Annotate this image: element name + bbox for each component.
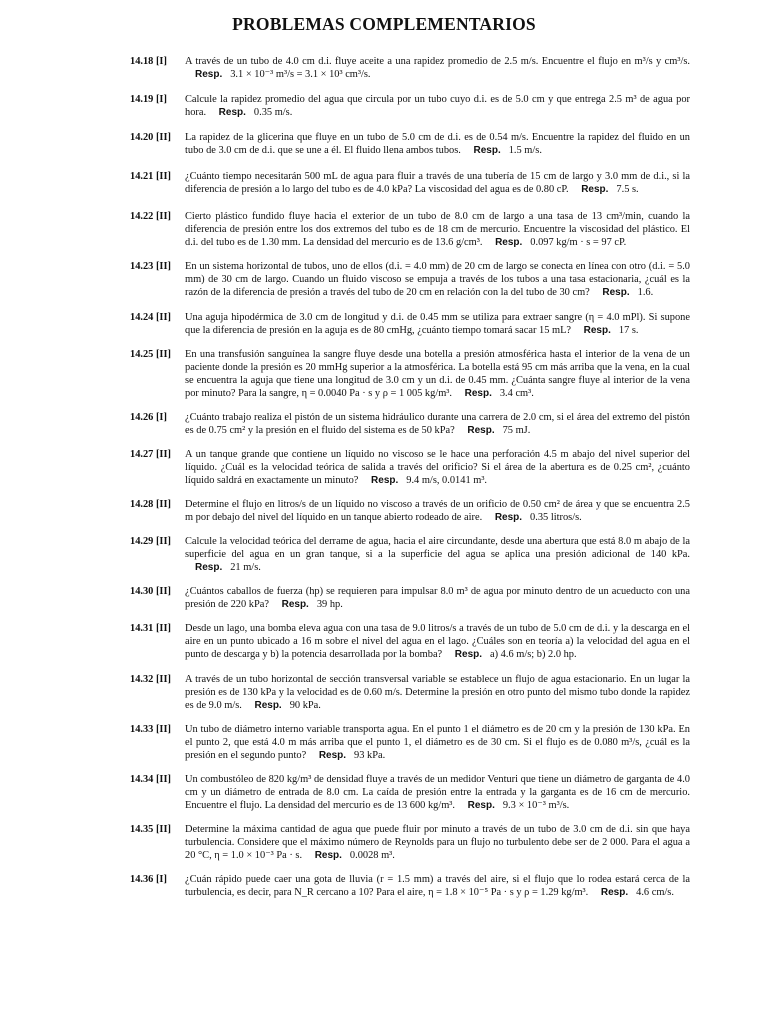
problem-number: 14.30 [II] — [130, 586, 171, 597]
problem-body — [185, 823, 690, 862]
problem-body — [185, 535, 690, 574]
answer-value: 9.3 × 10⁻³ m³/s. — [502, 800, 570, 811]
answer-value: 1.6. — [637, 287, 654, 298]
answer-value: 7.5 s. — [616, 184, 639, 195]
problem-body — [185, 93, 690, 119]
problem-item — [130, 823, 690, 862]
problem-number: 14.29 [II] — [130, 536, 171, 547]
answer-label: Resp. — [467, 800, 495, 811]
answer-value: 3.4 cm³. — [499, 388, 534, 399]
problem-number: 14.23 [II] — [130, 261, 171, 272]
problem-text: La rapidez de la glicerina que fluye en un tubo de 5.0 cm de d.i. es de 0.54 m/s. Encuentre la rapidez del fluido en un tubo de 3.0 cm de d.i. que se une a él. El fluido llena ambos tubos. — [185, 132, 690, 156]
problem-item — [130, 55, 690, 81]
problem-body — [185, 348, 690, 400]
answer-label: Resp. — [318, 750, 347, 761]
answer-value: 93 kPa. — [354, 750, 386, 761]
problem-body — [185, 131, 690, 157]
answer-value: 39 hp. — [316, 599, 343, 610]
problem-item — [130, 260, 690, 299]
problem-number: 14.26 [I] — [130, 412, 167, 423]
answer-value: 0.35 litros/s. — [530, 512, 582, 523]
answer-value: 3.1 × 10⁻³ m³/s = 3.1 × 10³ cm³/s. — [230, 69, 371, 80]
problem-text: Calcule la rapidez promedio del agua que circula por un tubo cuyo d.i. es de 5.0 cm y que entrega 2.5 m³ de agua por hora. — [185, 94, 690, 118]
answer-value: 75 mJ. — [502, 425, 531, 436]
answer-label: Resp. — [495, 237, 523, 248]
problem-list — [130, 44, 690, 899]
answer-value: 0.097 kg/m · s = 97 cP. — [530, 237, 627, 248]
problem-text: A través de un tubo de 4.0 cm d.i. fluye aceite a una rapidez promedio de 2.5 m/s. Encuentre el flujo en m³/s y cm³/s. — [185, 56, 690, 67]
answer-label: Resp. — [473, 145, 501, 156]
problem-text: ¿Cuánto trabajo realiza el pistón de un sistema hidráulico durante una carrera de 2.0 cm, si el área del extremo del pistón es de 0.75 cm² y la presión en el fluido del sistema es de 50 kPa? — [185, 412, 690, 436]
problem-item — [130, 311, 690, 337]
problem-number: 14.28 [II] — [130, 499, 171, 510]
problem-item — [130, 622, 690, 661]
answer-label: Resp. — [600, 887, 629, 898]
problem-body — [185, 170, 690, 196]
answer-label: Resp. — [454, 649, 483, 660]
problem-body — [185, 723, 690, 762]
problem-body — [185, 498, 690, 524]
problem-text: Una aguja hipodérmica de 3.0 cm de longitud y d.i. de 0.45 mm se utiliza para extraer sangre (η = 4.0 mPl). Si supone que la diferencia de presión en la aguja es de 80 cmHg, ¿cuánto tiempo tomará sacar 15 mL? — [185, 312, 690, 336]
problem-body — [185, 55, 690, 81]
problem-number: 14.21 [II] — [130, 171, 171, 182]
problem-text: En una transfusión sanguínea la sangre fluye desde una botella a presión atmosférica hasta el interior de la vena de un paciente donde la presión es 20 mmHg superior a la atmosférica. La botella está 95 cm más arriba que la vena, en la cual se encuentra la aguja que tiene una longitud de 3.0 cm y un d.i. de 0.45 mm. ¿Cuánta sangre fluye al interior de la vena por minuto? Para la sangre, η = 0.0040 Pa · s y ρ = 1 005 kg/m³. — [185, 349, 690, 399]
problem-body — [185, 673, 690, 712]
answer-value: a) 4.6 m/s; b) 2.0 hp. — [490, 649, 577, 660]
problem-item — [130, 448, 690, 487]
problem-text: Cierto plástico fundido fluye hacia el exterior de un tubo de 8.0 cm de largo a una tasa de 13 cm³/min, cuando la diferencia de presión entre los dos extremos del tubo es de 18 cm de mercurio. Encuentre la viscosidad del plástico. El d.i. del tubo es de 1.30 mm. La densidad del mercurio es de 13.6 g/cm³. — [185, 211, 690, 248]
problem-text: En un sistema horizontal de tubos, uno de ellos (d.i. = 4.0 mm) de 20 cm de largo se conecta en línea con otro (d.i. = 5.0 mm) de 30 cm de largo. Cuando un fluido viscoso se empuja a través de los tubos a una tasa estacionaria, ¿cuál es la razón de la diferencia de presión a través del tubo de 20 cm en relación con la del tubo de 30 cm? — [185, 261, 690, 298]
answer-label: Resp. — [218, 107, 246, 118]
problem-number: 14.20 [II] — [130, 132, 171, 143]
answer-value: 0.35 m/s. — [253, 107, 293, 118]
problem-item — [130, 673, 690, 712]
answer-value: 1.5 m/s. — [508, 145, 542, 156]
answer-label: Resp. — [602, 287, 630, 298]
problem-number: 14.33 [II] — [130, 724, 171, 735]
problem-number: 14.32 [II] — [130, 674, 171, 685]
answer-label: Resp. — [464, 388, 492, 399]
answer-value: 0.0028 m³. — [349, 850, 395, 861]
problem-text: Determine el flujo en litros/s de un líquido no viscoso a través de un orificio de 0.50 cm² de área y que se encuentra 2.5 m por debajo del nivel del líquido en un tanque abierto rodeado de aire. — [185, 499, 690, 523]
answer-label: Resp. — [371, 475, 399, 486]
problem-item — [130, 535, 690, 574]
problem-item — [130, 498, 690, 524]
problem-body — [185, 311, 690, 337]
problem-text: Desde un lago, una bomba eleva agua con una tasa de 9.0 litros/s a través de un tubo de 5.0 cm de d.i. y la descarga en el aire en un punto ubicado a 16 m sobre el nivel del agua en el lago. ¿Cuáles son en teoría a) la velocidad del agua en el punto de descarga y b) la potencia desarrollada por la bomba? — [185, 623, 690, 660]
problem-text: Un combustóleo de 820 kg/m³ de densidad fluye a través de un medidor Venturi que tiene un diámetro de garganta de 4.0 cm y un diámetro de entrada de 8.0 cm. La caída de presión entre la entrada y la garganta es de 16 cm de mercurio. Encuentre el flujo. La densidad del mercurio es de 13 600 kg/m³. — [185, 774, 690, 811]
problem-text: ¿Cuántos caballos de fuerza (hp) se requieren para impulsar 8.0 m³ de agua por minuto dentro de un acueducto con una presión de 220 kPa? — [185, 586, 690, 610]
problem-text: A través de un tubo horizontal de sección transversal variable se establece un flujo de agua estacionario. En un lugar la presión es de 130 kPa y la velocidad es de 0.60 m/s. Determine la presión en otro punto del mismo tubo donde la rapidez es de 9.0 m/s. — [185, 674, 690, 711]
answer-label: Resp. — [494, 512, 523, 523]
answer-value: 90 kPa. — [289, 700, 321, 711]
problem-number: 14.34 [II] — [130, 774, 171, 785]
problem-item — [130, 411, 690, 437]
problem-text: Calcule la velocidad teórica del derrame de agua, hacia el aire circundante, desde una abertura que está 8.0 m abajo de la superficie del agua en un gran tanque, si a la superficie del agua se aplica una presión adicional de 140 kPa. — [185, 536, 690, 560]
problem-body — [185, 210, 690, 249]
answer-label: Resp. — [281, 599, 309, 610]
answer-label: Resp. — [314, 850, 342, 861]
problem-body — [185, 260, 690, 299]
answer-value: 17 s. — [618, 325, 639, 336]
problem-body — [185, 411, 690, 437]
answer-value: 4.6 cm/s. — [636, 887, 674, 898]
problem-number: 14.22 [II] — [130, 211, 171, 222]
problem-item — [130, 873, 690, 899]
problem-item — [130, 348, 690, 400]
problem-number: 14.25 [II] — [130, 349, 171, 360]
answer-label: Resp. — [581, 184, 609, 195]
problem-item — [130, 131, 690, 157]
problem-text: Un tubo de diámetro interno variable transporta agua. En el punto 1 el diámetro es de 20 cm y la presión de 130 kPa. En el punto 2, que está 4.0 m más arriba que el punto 1, el diámetro es de 30 cm. Si el flujo es de 0.080 m³/s, ¿cuál es la presión en el segundo punto? — [185, 724, 690, 761]
problem-body — [185, 585, 690, 611]
page-title: PROBLEMAS COMPLEMENTARIOS — [232, 14, 536, 34]
answer-label: Resp. — [195, 562, 223, 573]
problem-number: 14.19 [I] — [130, 94, 167, 105]
answer-label: Resp. — [467, 425, 495, 436]
problem-number: 14.24 [II] — [130, 312, 171, 323]
problem-body — [185, 773, 690, 812]
answer-value: 21 m/s. — [230, 562, 261, 573]
problem-item — [130, 773, 690, 812]
problem-number: 14.27 [II] — [130, 449, 171, 460]
problem-body — [185, 448, 690, 487]
problem-body — [185, 873, 690, 899]
problem-item — [130, 210, 690, 249]
answer-label: Resp. — [254, 700, 282, 711]
problem-number: 14.31 [II] — [130, 623, 171, 634]
problem-number: 14.35 [II] — [130, 824, 171, 835]
problem-text: Determine la máxima cantidad de agua que puede fluir por minuto a través de un tubo de 3.0 cm de d.i. sin que haya turbulencia. Considere que el máximo número de Reynolds para un flujo no turbulento debe ser de 2 000. Para el agua a 20 °C, η = 1.0 × 10⁻³ Pa · s. — [185, 824, 690, 861]
problem-item — [130, 93, 690, 119]
problem-item — [130, 585, 690, 611]
problem-item — [130, 723, 690, 762]
problem-text: A un tanque grande que contiene un líquido no viscoso se le hace una perforación 4.5 m abajo del nivel superior del líquido. ¿Cuál es la velocidad teórica de salida a través del orificio? Si el área de la abertura es de 0.25 cm², ¿cuánto líquido saldrá en exactamente un minuto? — [185, 449, 690, 486]
answer-value: 9.4 m/s, 0.0141 m³. — [406, 475, 488, 486]
problem-item — [130, 170, 690, 196]
problem-body — [185, 622, 690, 661]
problem-text: ¿Cuán rápido puede caer una gota de lluvia (r = 1.5 mm) a través del aire, si el flujo que lo rodea estará cerca de la turbulencia, es decir, para N_R cercano a 10? Para el aire, η = 1.8 × 10⁻⁵ Pa · s y ρ = 1.29 kg/m³. — [185, 874, 690, 898]
answer-label: Resp. — [195, 69, 223, 80]
problem-number: 14.18 [I] — [130, 56, 167, 67]
answer-label: Resp. — [583, 325, 611, 336]
problem-text: ¿Cuánto tiempo necesitarán 500 mL de agua para fluir a través de una tubería de 15 cm de largo y 3.0 mm de d.i., si la diferencia de presión a lo largo del tubo es de 4.0 kPa? La viscosidad del agua es de 0.80 cP. — [185, 171, 690, 195]
problem-number: 14.36 [I] — [130, 874, 167, 885]
